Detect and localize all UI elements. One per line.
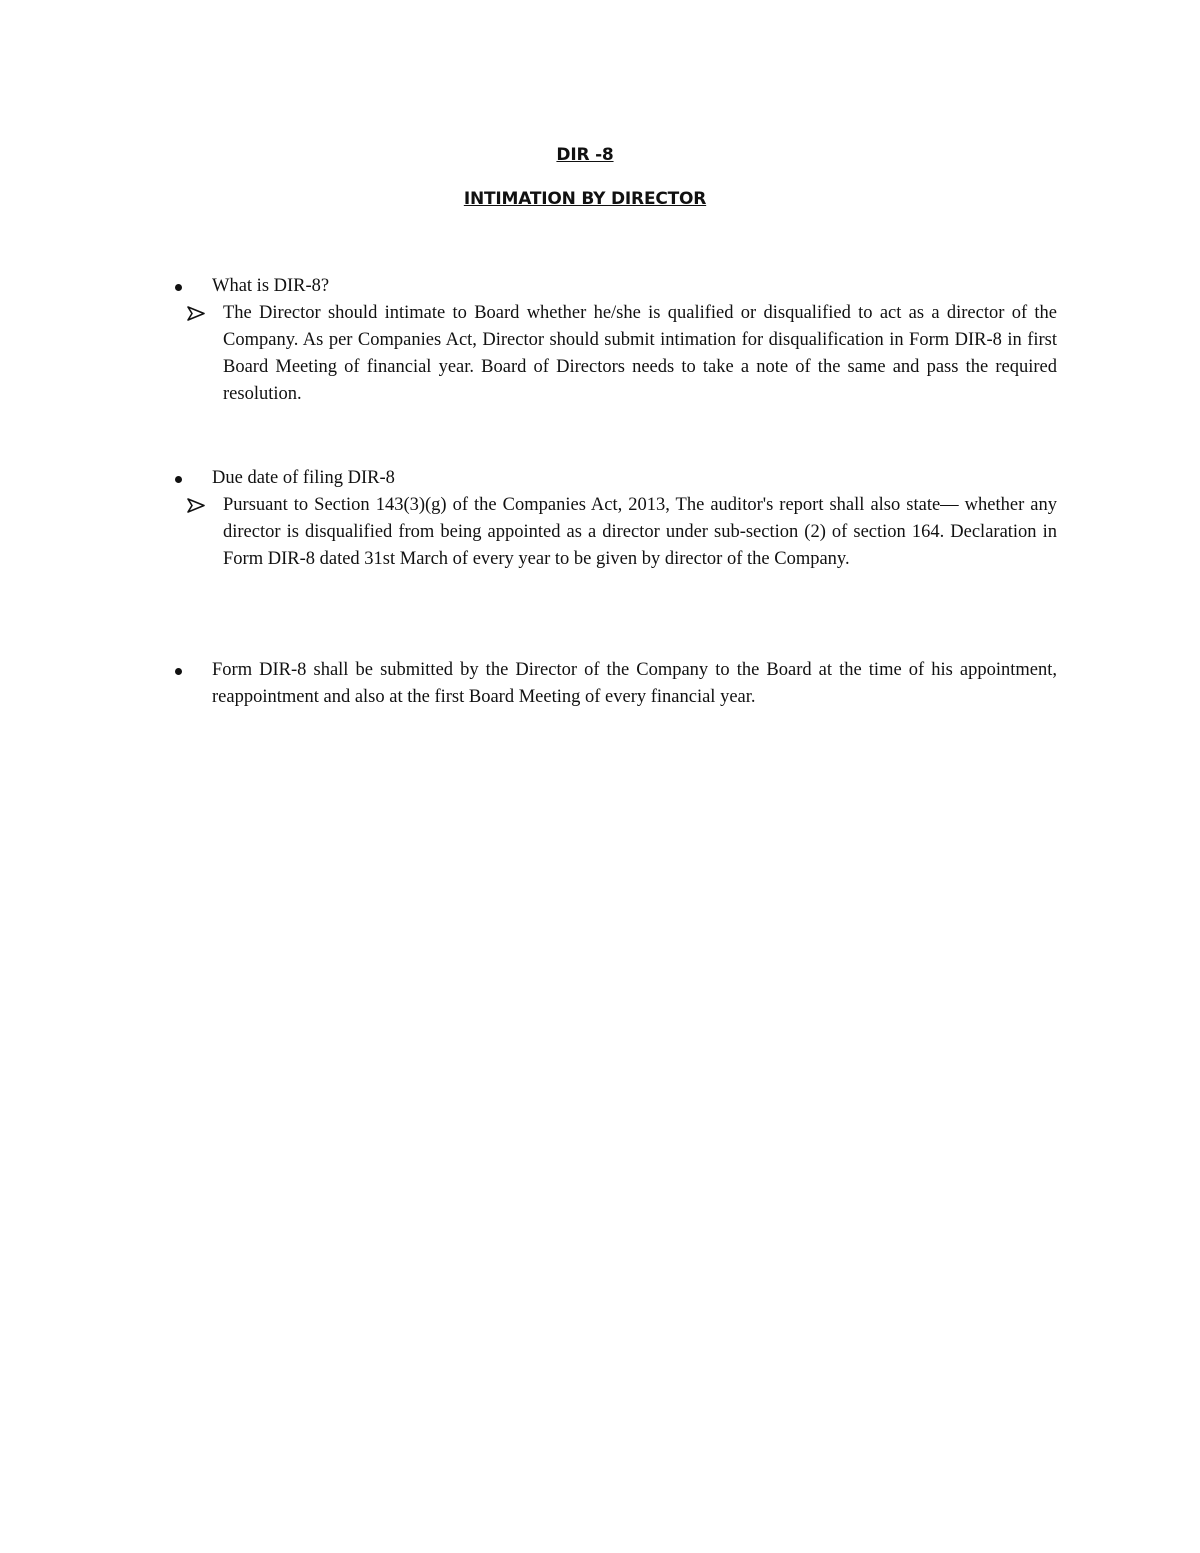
document-title: DIR -8 <box>556 145 614 165</box>
arrowhead-icon <box>187 306 205 321</box>
section-body: The Director should intimate to Board whether he/she is qualified or disqualified to act as a director of the Company. As per Companies Act, Director should submit intimation for disqualification in Form DIR-8 in first Board Meeting of financial year. Board of Directors needs to take a note of the same and pass the required resolution. <box>223 303 1057 404</box>
section-heading: What is DIR-8? <box>212 276 330 296</box>
bullet-item <box>0 657 1200 711</box>
arrow-item <box>0 300 1200 408</box>
document-subtitle: INTIMATION BY DIRECTOR <box>463 189 707 209</box>
arrow-item <box>0 492 1200 573</box>
bullet-dot-icon <box>175 284 182 291</box>
section-what-is-dir8 <box>0 273 1200 408</box>
bullet-dot-icon <box>175 668 182 675</box>
section-heading: Form DIR-8 shall be submitted by the Director of the Company to the Board at the time of his appointment, reappointment and also at the first Board Meeting of every financial year. <box>212 660 1057 707</box>
section-body: Pursuant to Section 143(3)(g) of the Companies Act, 2013, The auditor's report shall also state— whether any director is disqualified from being appointed as a director under sub-section (2) of section 164. Declaration in Form DIR-8 dated 31st March of every year to be given by director of the Company. <box>223 495 1057 569</box>
section-heading: Due date of filing DIR-8 <box>212 468 395 488</box>
section-due-date <box>0 465 1200 573</box>
section-submission <box>0 657 1200 711</box>
bullet-item <box>0 273 1200 300</box>
arrowhead-icon <box>187 498 205 513</box>
bullet-item <box>0 465 1200 492</box>
bullet-dot-icon <box>175 476 182 483</box>
